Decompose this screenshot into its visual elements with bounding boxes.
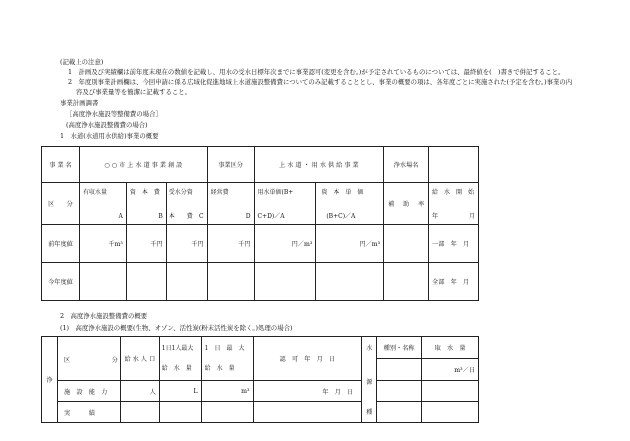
plant-name-label: 浄水場名 <box>384 147 429 183</box>
business-name-value: ○ ○ 市 上 水 道 事 業 創 設 <box>79 147 207 183</box>
business-type-value: 上 水 道 ・ 用 水 供 給 事 業 <box>254 147 384 183</box>
advanced-purification-table <box>41 336 479 423</box>
header-unit-price: 用水単価(B+ C+D)／A <box>254 183 316 225</box>
purification-label: 浄 <box>42 337 58 423</box>
capacity-daily-per-person: L <box>159 381 201 402</box>
notes-heading: (記載上の注意) <box>60 58 104 66</box>
prev-subsidy-rate <box>384 225 429 263</box>
header-intake: 有収水量 A <box>79 183 126 225</box>
intake-header: 取 水 量 <box>422 337 479 359</box>
section-1-title: 1 水道(水道用水供給)事業の概要 <box>60 132 159 140</box>
header-operating-cost: 経営費 D <box>207 183 254 225</box>
header-subsidy-rate: 補 助 率 <box>384 183 429 225</box>
water-source-label: 水 源 種 <box>362 337 377 423</box>
prev-intake: 千m³ <box>79 225 126 263</box>
type-name-value <box>377 359 422 381</box>
header-supply-start: 給 水 開 始 年 月 <box>429 183 479 225</box>
actual-day-max <box>201 402 253 423</box>
header-capital-unit: 資 本 単 価 (B+C)／A <box>316 183 384 225</box>
capacity-day-max: m³ <box>201 381 253 402</box>
plant-name-value <box>429 147 479 183</box>
curr-cost <box>207 263 254 301</box>
actual-population <box>120 402 159 423</box>
prev-capital: 千円 <box>126 225 166 263</box>
curr-supply-start: 全部 年 月 <box>429 263 479 301</box>
daily-max-per-person-header: 1日1人最大 給 水 量 <box>159 337 201 381</box>
type-name-header: 種別・名称 <box>377 337 422 359</box>
curr-unit-price <box>254 263 316 301</box>
curr-capital <box>126 263 166 301</box>
case-title-1: ［高度浄水施設等整備費の場合］ <box>66 110 162 118</box>
source-blank-1 <box>377 381 422 402</box>
actual-approval-date <box>253 402 362 423</box>
division-label: 区 分 <box>42 183 80 225</box>
row-curr-year-label: 今年度値 <box>42 263 80 301</box>
plan-title: 事業計画調書 <box>60 99 99 107</box>
source-blank-4 <box>422 402 479 423</box>
actual-label: 実 績 <box>57 402 120 423</box>
section-2-1-title: (1) 高度浄水施設の概要(生物、オゾン、活性炭(粉末活性炭を除く。)処理の場合) <box>60 324 293 332</box>
curr-purchase <box>166 263 207 301</box>
prev-supply-start: 一部 年 月 <box>429 225 479 263</box>
intake-value: m³／日 <box>422 359 479 381</box>
case-title-2: (高度浄水施設整備費の場合) <box>66 121 148 129</box>
prev-unit-price: 円／m³ <box>254 225 316 263</box>
curr-capital-unit <box>316 263 384 301</box>
curr-subsidy-rate <box>384 263 429 301</box>
kubun-cell: 区 分 <box>57 337 120 381</box>
source-blank-2 <box>422 381 479 402</box>
actual-daily-per-person <box>159 402 201 423</box>
capacity-population: 人 <box>120 381 159 402</box>
facility-capacity-label: 施 設 能 力 <box>57 381 120 402</box>
header-purchase: 受水分資 本 費 C <box>166 183 207 225</box>
prev-capital-unit: 円／m³ <box>316 225 384 263</box>
note-1: 1 計画及び実績欄は前年度末現在の数値を記載し、用水の受水日標年次までに事業認可(変更を含む。)が予定されているものについては、最終値を( )書きで併記すること。 <box>68 68 565 76</box>
supply-population-header: 給 水 人 口 <box>120 337 159 381</box>
prev-cost: 千円 <box>207 225 254 263</box>
row-prev-year-label: 前年度値 <box>42 225 80 263</box>
business-name-label: 事 業 名 <box>42 147 80 183</box>
business-overview-table <box>41 146 479 301</box>
source-blank-3 <box>377 402 422 423</box>
header-capital: 資 本 費 B <box>126 183 166 225</box>
section-2-title: 2 高度浄水施設整備費の概要 <box>60 312 148 320</box>
business-type-label: 事業区分 <box>207 147 254 183</box>
prev-purchase: 千円 <box>166 225 207 263</box>
note-2b: 容及び事業量等を簡潔に記載すること。 <box>76 88 192 96</box>
note-2a: 2 年度別事業計画欄は、今回申請に係る広域化促進地域上水道施設整備費についてのみ記載することとし、事業の概要の項は、各年度ごとに実施された(予定を含む。)事業の内 <box>68 78 573 86</box>
capacity-approval-date: 年 月 日 <box>253 381 362 402</box>
curr-intake <box>79 263 126 301</box>
approval-date-header: 認 可 年 月 日 <box>253 337 362 381</box>
day-max-header: 1 日 最 大 給 水 量 <box>201 337 253 381</box>
